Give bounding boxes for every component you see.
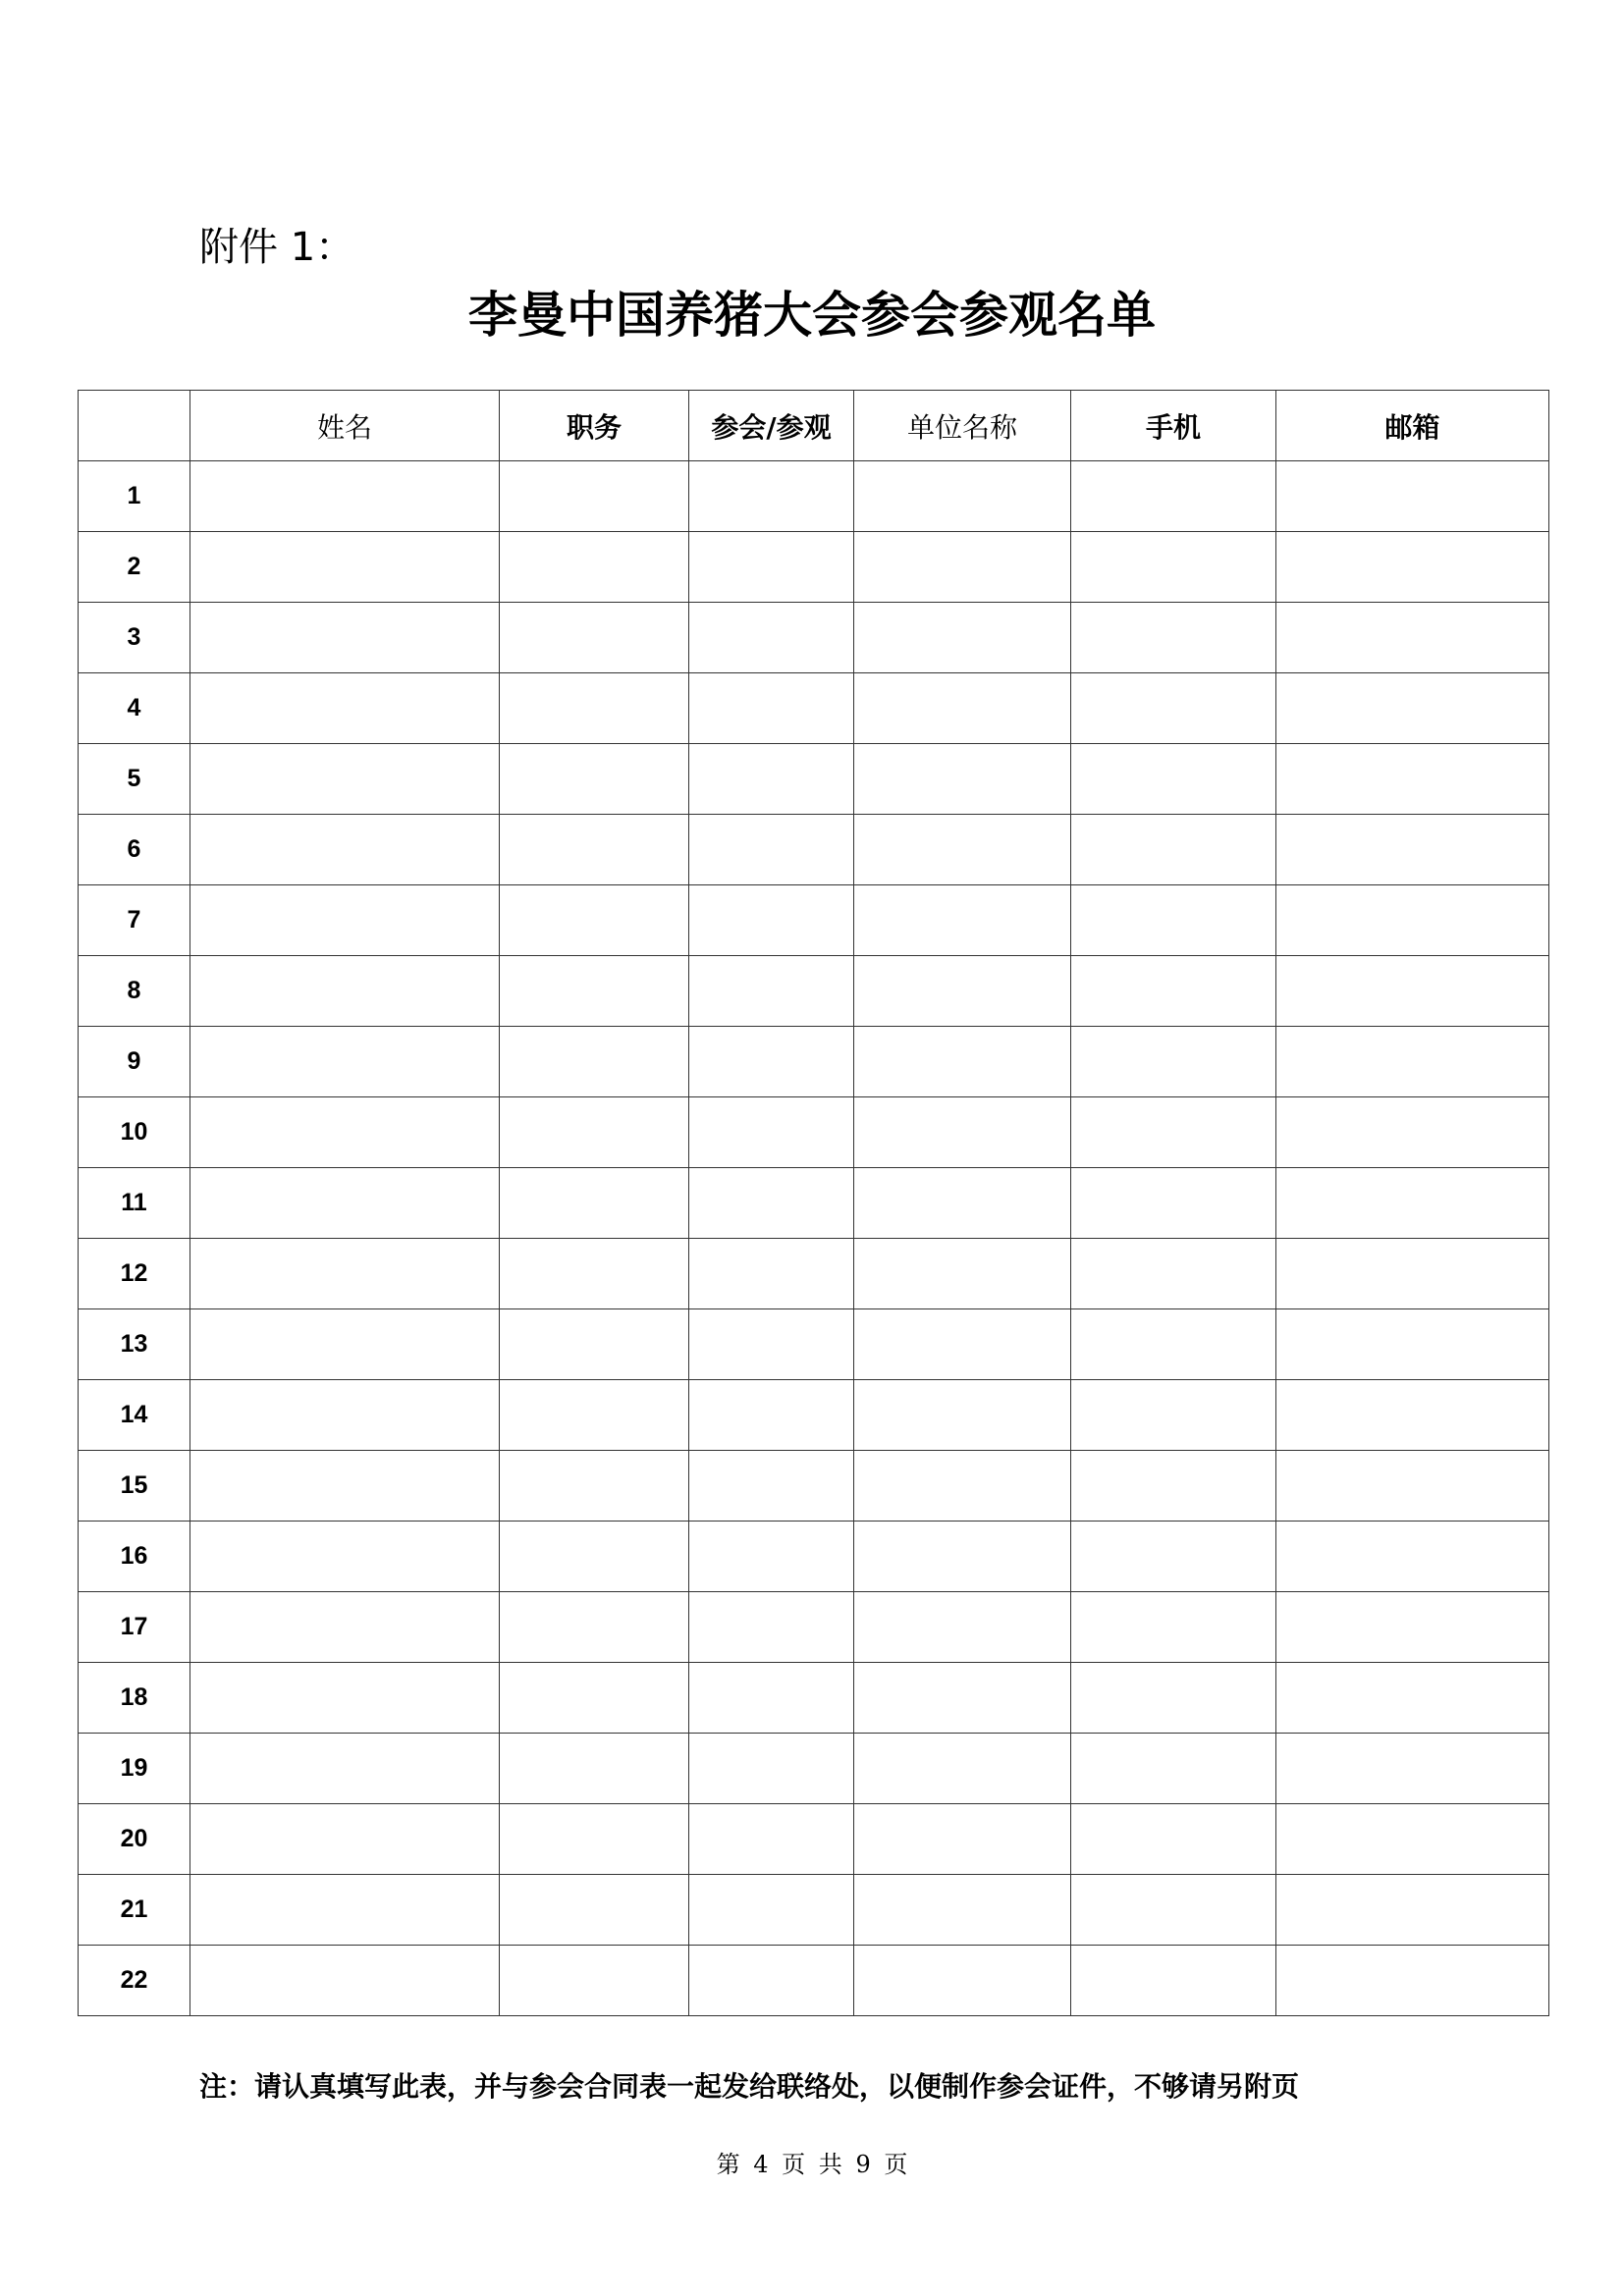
page-number: 第 4 页 共 9 页 — [716, 2151, 908, 2178]
header-company: 单位名称 — [854, 391, 1071, 461]
position-cell[interactable] — [500, 1168, 689, 1239]
name-cell[interactable] — [190, 1592, 500, 1663]
position-cell[interactable] — [500, 461, 689, 532]
table-row — [79, 1875, 1549, 1946]
attend-type-cell[interactable] — [689, 1734, 854, 1804]
table-row — [79, 1168, 1549, 1239]
table-row — [79, 1663, 1549, 1734]
name-cell[interactable] — [190, 1451, 500, 1522]
name-cell[interactable] — [190, 1097, 500, 1168]
company-cell[interactable] — [854, 1309, 1071, 1380]
attend-type-cell[interactable] — [689, 1875, 854, 1946]
page-title: 李曼中国养猪大会参会参观名单 — [468, 287, 1156, 344]
header-index — [79, 391, 190, 461]
attend-type-cell[interactable] — [689, 956, 854, 1027]
name-cell[interactable] — [190, 1027, 500, 1097]
company-cell[interactable] — [854, 1663, 1071, 1734]
mobile-cell[interactable] — [1071, 1168, 1276, 1239]
name-cell[interactable] — [190, 815, 500, 885]
company-cell[interactable] — [854, 815, 1071, 885]
company-cell[interactable] — [854, 1734, 1071, 1804]
header-mobile: 手机 — [1071, 391, 1276, 461]
company-cell[interactable] — [854, 603, 1071, 673]
table-row — [79, 1309, 1549, 1380]
name-cell[interactable] — [190, 1663, 500, 1734]
attend-type-cell[interactable] — [689, 815, 854, 885]
name-cell[interactable] — [190, 744, 500, 815]
mobile-cell[interactable] — [1071, 744, 1276, 815]
attend-type-cell[interactable] — [689, 1592, 854, 1663]
row-number: 9 — [79, 1027, 190, 1097]
row-number: 6 — [79, 815, 190, 885]
company-cell[interactable] — [854, 1592, 1071, 1663]
name-cell[interactable] — [190, 603, 500, 673]
company-cell[interactable] — [854, 1804, 1071, 1875]
attend-type-cell[interactable] — [689, 1027, 854, 1097]
row-number: 8 — [79, 956, 190, 1027]
company-cell[interactable] — [854, 1946, 1071, 2016]
position-cell[interactable] — [500, 1239, 689, 1309]
company-cell[interactable] — [854, 1875, 1071, 1946]
attend-type-cell[interactable] — [689, 1804, 854, 1875]
attend-type-cell[interactable] — [689, 1309, 854, 1380]
mobile-cell[interactable] — [1071, 1522, 1276, 1592]
name-cell[interactable] — [190, 956, 500, 1027]
attend-type-cell[interactable] — [689, 744, 854, 815]
name-cell[interactable] — [190, 1239, 500, 1309]
email-cell[interactable] — [1276, 1592, 1549, 1663]
mobile-cell[interactable] — [1071, 1734, 1276, 1804]
company-cell[interactable] — [854, 1097, 1071, 1168]
position-cell[interactable] — [500, 1027, 689, 1097]
name-cell[interactable] — [190, 1309, 500, 1380]
row-number: 18 — [79, 1663, 190, 1734]
attend-type-cell[interactable] — [689, 532, 854, 603]
mobile-cell[interactable] — [1071, 1875, 1276, 1946]
row-number: 21 — [79, 1875, 190, 1946]
email-cell[interactable] — [1276, 1027, 1549, 1097]
table-row — [79, 673, 1549, 744]
name-cell[interactable] — [190, 1875, 500, 1946]
email-cell[interactable] — [1276, 603, 1549, 673]
attend-type-cell[interactable] — [689, 1451, 854, 1522]
attend-type-cell[interactable] — [689, 603, 854, 673]
email-cell[interactable] — [1276, 1451, 1549, 1522]
email-cell[interactable] — [1276, 885, 1549, 956]
attend-type-cell[interactable] — [689, 1097, 854, 1168]
table-row — [79, 744, 1549, 815]
company-cell[interactable] — [854, 1168, 1071, 1239]
mobile-cell[interactable] — [1071, 603, 1276, 673]
email-cell[interactable] — [1276, 815, 1549, 885]
table-row — [79, 1097, 1549, 1168]
footnote: 注：请认真填写此表，并与参会合同表一起发给联络处，以便制作参会证件，不够请另附页 — [199, 2070, 1300, 2103]
email-cell[interactable] — [1276, 532, 1549, 603]
name-cell[interactable] — [190, 532, 500, 603]
mobile-cell[interactable] — [1071, 461, 1276, 532]
email-cell[interactable] — [1276, 1097, 1549, 1168]
table-row — [79, 1451, 1549, 1522]
row-number: 11 — [79, 1168, 190, 1239]
company-cell[interactable] — [854, 744, 1071, 815]
position-cell[interactable] — [500, 1804, 689, 1875]
email-cell[interactable] — [1276, 1804, 1549, 1875]
row-number: 14 — [79, 1380, 190, 1451]
table-row — [79, 532, 1549, 603]
company-cell[interactable] — [854, 885, 1071, 956]
position-cell[interactable] — [500, 744, 689, 815]
name-cell[interactable] — [190, 1804, 500, 1875]
email-cell[interactable] — [1276, 1168, 1549, 1239]
email-cell[interactable] — [1276, 1309, 1549, 1380]
attend-type-cell[interactable] — [689, 461, 854, 532]
attend-type-cell[interactable] — [689, 1380, 854, 1451]
email-cell[interactable] — [1276, 1663, 1549, 1734]
position-cell[interactable] — [500, 1946, 689, 2016]
row-number: 3 — [79, 603, 190, 673]
table-row — [79, 1380, 1549, 1451]
name-cell[interactable] — [190, 885, 500, 956]
attend-type-cell[interactable] — [689, 1663, 854, 1734]
mobile-cell[interactable] — [1071, 1027, 1276, 1097]
attend-type-cell[interactable] — [689, 1522, 854, 1592]
position-cell[interactable] — [500, 1875, 689, 1946]
mobile-cell[interactable] — [1071, 1946, 1276, 2016]
row-number: 20 — [79, 1804, 190, 1875]
row-number: 12 — [79, 1239, 190, 1309]
mobile-cell[interactable] — [1071, 1663, 1276, 1734]
attend-type-cell[interactable] — [689, 673, 854, 744]
table-row — [79, 1946, 1549, 2016]
table-row — [79, 885, 1549, 956]
attend-type-cell[interactable] — [689, 1239, 854, 1309]
row-number: 22 — [79, 1946, 190, 2016]
attachment-label: 附件 1： — [199, 225, 355, 270]
table-row — [79, 815, 1549, 885]
position-cell[interactable] — [500, 1522, 689, 1592]
row-number: 2 — [79, 532, 190, 603]
row-number: 19 — [79, 1734, 190, 1804]
header-email: 邮箱 — [1276, 391, 1549, 461]
mobile-cell[interactable] — [1071, 1451, 1276, 1522]
position-cell[interactable] — [500, 1380, 689, 1451]
table-row — [79, 1239, 1549, 1309]
mobile-cell[interactable] — [1071, 1309, 1276, 1380]
email-cell[interactable] — [1276, 744, 1549, 815]
company-cell[interactable] — [854, 1380, 1071, 1451]
attend-type-cell[interactable] — [689, 1168, 854, 1239]
table-row — [79, 603, 1549, 673]
name-cell[interactable] — [190, 1168, 500, 1239]
name-cell[interactable] — [190, 1734, 500, 1804]
email-cell[interactable] — [1276, 1239, 1549, 1309]
header-name: 姓名 — [190, 391, 500, 461]
name-cell[interactable] — [190, 461, 500, 532]
mobile-cell[interactable] — [1071, 532, 1276, 603]
position-cell[interactable] — [500, 885, 689, 956]
table-row — [79, 1522, 1549, 1592]
company-cell[interactable] — [854, 1239, 1071, 1309]
table-row — [79, 461, 1549, 532]
attend-type-cell[interactable] — [689, 1946, 854, 2016]
row-number: 1 — [79, 461, 190, 532]
email-cell[interactable] — [1276, 673, 1549, 744]
row-number: 17 — [79, 1592, 190, 1663]
email-cell[interactable] — [1276, 1734, 1549, 1804]
row-number: 7 — [79, 885, 190, 956]
email-cell[interactable] — [1276, 956, 1549, 1027]
mobile-cell[interactable] — [1071, 956, 1276, 1027]
row-number: 15 — [79, 1451, 190, 1522]
email-cell[interactable] — [1276, 1380, 1549, 1451]
company-cell[interactable] — [854, 673, 1071, 744]
email-cell[interactable] — [1276, 1522, 1549, 1592]
position-cell[interactable] — [500, 956, 689, 1027]
position-cell[interactable] — [500, 1451, 689, 1522]
table-row — [79, 1592, 1549, 1663]
table-row — [79, 1804, 1549, 1875]
position-cell[interactable] — [500, 673, 689, 744]
row-number: 4 — [79, 673, 190, 744]
company-cell[interactable] — [854, 532, 1071, 603]
position-cell[interactable] — [500, 1592, 689, 1663]
mobile-cell[interactable] — [1071, 1239, 1276, 1309]
position-cell[interactable] — [500, 532, 689, 603]
row-number: 10 — [79, 1097, 190, 1168]
table-row — [79, 1734, 1549, 1804]
mobile-cell[interactable] — [1071, 1380, 1276, 1451]
position-cell[interactable] — [500, 815, 689, 885]
row-number: 5 — [79, 744, 190, 815]
attend-type-cell[interactable] — [689, 885, 854, 956]
name-cell[interactable] — [190, 673, 500, 744]
company-cell[interactable] — [854, 956, 1071, 1027]
position-cell[interactable] — [500, 1734, 689, 1804]
mobile-cell[interactable] — [1071, 1592, 1276, 1663]
mobile-cell[interactable] — [1071, 1804, 1276, 1875]
email-cell[interactable] — [1276, 1875, 1549, 1946]
row-number: 13 — [79, 1309, 190, 1380]
mobile-cell[interactable] — [1071, 885, 1276, 956]
header-attend-type: 参会/参观 — [689, 391, 854, 461]
table-header-row — [79, 391, 1549, 461]
company-cell[interactable] — [854, 461, 1071, 532]
mobile-cell[interactable] — [1071, 1097, 1276, 1168]
table-row — [79, 956, 1549, 1027]
email-cell[interactable] — [1276, 1946, 1549, 2016]
company-cell[interactable] — [854, 1522, 1071, 1592]
mobile-cell[interactable] — [1071, 815, 1276, 885]
position-cell[interactable] — [500, 1663, 689, 1734]
table-row — [79, 1027, 1549, 1097]
attendee-table — [78, 390, 1549, 2016]
position-cell[interactable] — [500, 603, 689, 673]
name-cell[interactable] — [190, 1380, 500, 1451]
email-cell[interactable] — [1276, 461, 1549, 532]
name-cell[interactable] — [190, 1946, 500, 2016]
name-cell[interactable] — [190, 1522, 500, 1592]
position-cell[interactable] — [500, 1097, 689, 1168]
row-number: 16 — [79, 1522, 190, 1592]
company-cell[interactable] — [854, 1027, 1071, 1097]
mobile-cell[interactable] — [1071, 673, 1276, 744]
header-position: 职务 — [500, 391, 689, 461]
position-cell[interactable] — [500, 1309, 689, 1380]
company-cell[interactable] — [854, 1451, 1071, 1522]
